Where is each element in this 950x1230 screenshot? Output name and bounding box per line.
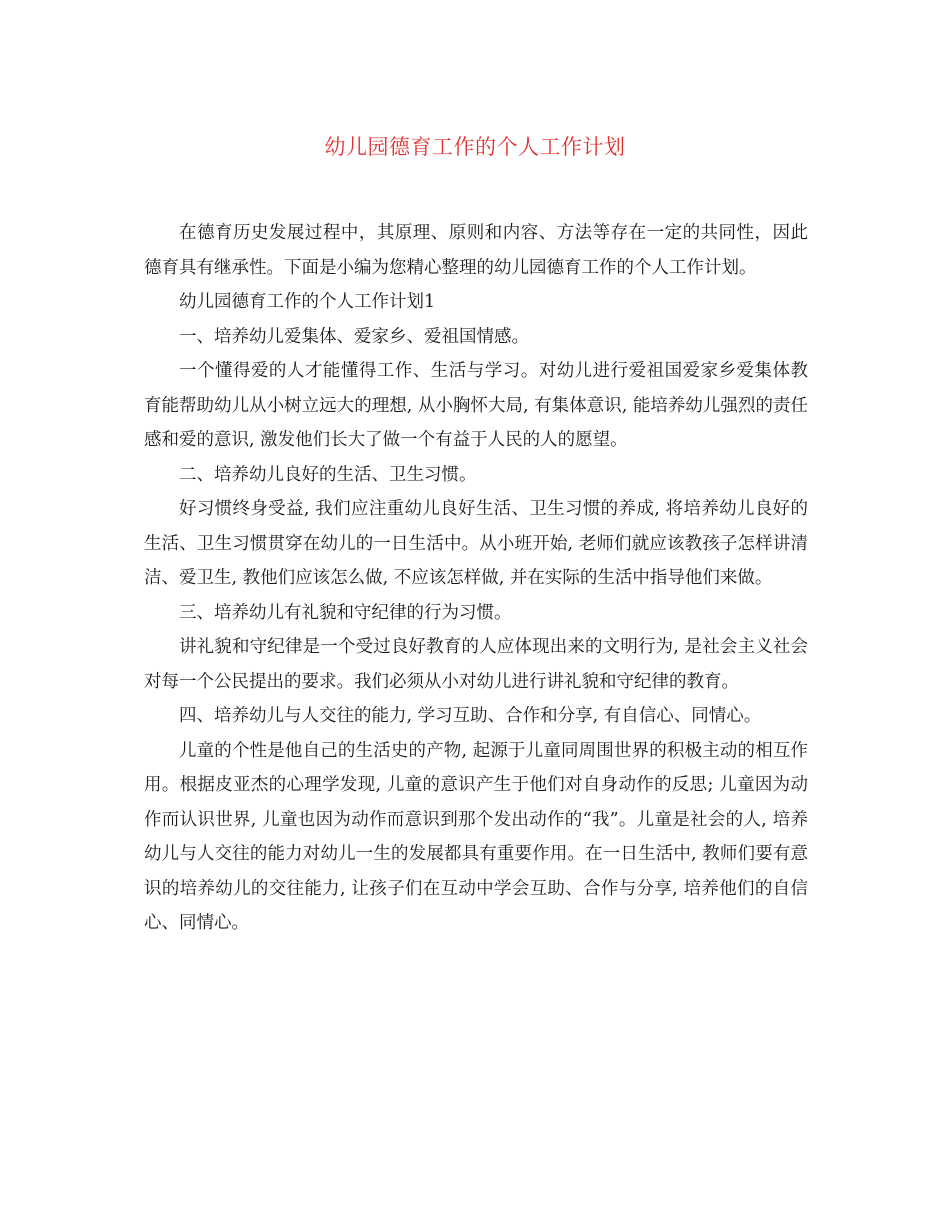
- intro-paragraph: 在德育历史发展过程中，其原理、原则和内容、方法等存在一定的共同性，因此德育具有继承性。下面是小编为您精心整理的幼儿园德育工作的个人工作计划。: [144, 223, 808, 278]
- document-title: 幼儿园德育工作的个人工作计划: [324, 135, 626, 159]
- section-heading-2: 二、培养幼儿良好的生活、卫生习惯。: [179, 464, 477, 485]
- section-heading-4: 四、培养幼儿与人交往的能力, 学习互助、合作和分享, 有自信心、同情心。: [179, 706, 762, 726]
- section-body-2: 好习惯终身受益, 我们应注重幼儿良好生活、卫生习惯的养成, 将培养幼儿良好的生活、卫生习惯贯穿在幼儿的一日生活中。从小班开始, 老师们就应该教孩子怎样讲清洁、爱卫生, 教他们应该怎么做, 不应该怎样做, 并在实际的生活中指导他们来做。: [144, 499, 808, 588]
- section-heading-3: 三、培养幼儿有礼貌和守纪律的行为习惯。: [179, 602, 512, 623]
- section-body-1: 一个懂得爱的人才能懂得工作、生活与学习。对幼儿进行爱祖国爱家乡爱集体教育能帮助幼儿从小树立远大的理想, 从小胸怀大局, 有集体意识, 能培养幼儿强烈的责任感和爱的意识, 激发他们长大了做一个有益于人民的人的愿望。: [144, 361, 808, 450]
- document-body: [144, 216, 808, 941]
- section-body-3: 讲礼貌和守纪律是一个受过良好教育的人应体现出来的文明行为, 是社会主义社会对每一个公民提出的要求。我们必须从小对幼儿进行讲礼貌和守纪律的教育。: [144, 637, 808, 692]
- section-body-4: 儿童的个性是他自己的生活史的产物, 起源于儿童同周围世界的积极主动的相互作用。根据皮亚杰的心理学发现, 儿童的意识产生于他们对自身动作的反思; 儿童因为动作而认识世界, 儿童也因为动作而意识到那个发出动作的“我”。儿童是社会的人, 培养幼儿与人交往的能力对幼儿一生的发展都具有重要作用。在一日生活中, 教师们要有意识的培养幼儿的交往能力, 让孩子们在互动中学会互助、合作与分享, 培养他们的自信心、同情心。: [144, 740, 808, 933]
- plan-heading: 幼儿园德育工作的个人工作计划1: [179, 292, 436, 312]
- section-heading-1: 一、培养幼儿爱集体、爱家乡、爱祖国情感。: [179, 326, 529, 347]
